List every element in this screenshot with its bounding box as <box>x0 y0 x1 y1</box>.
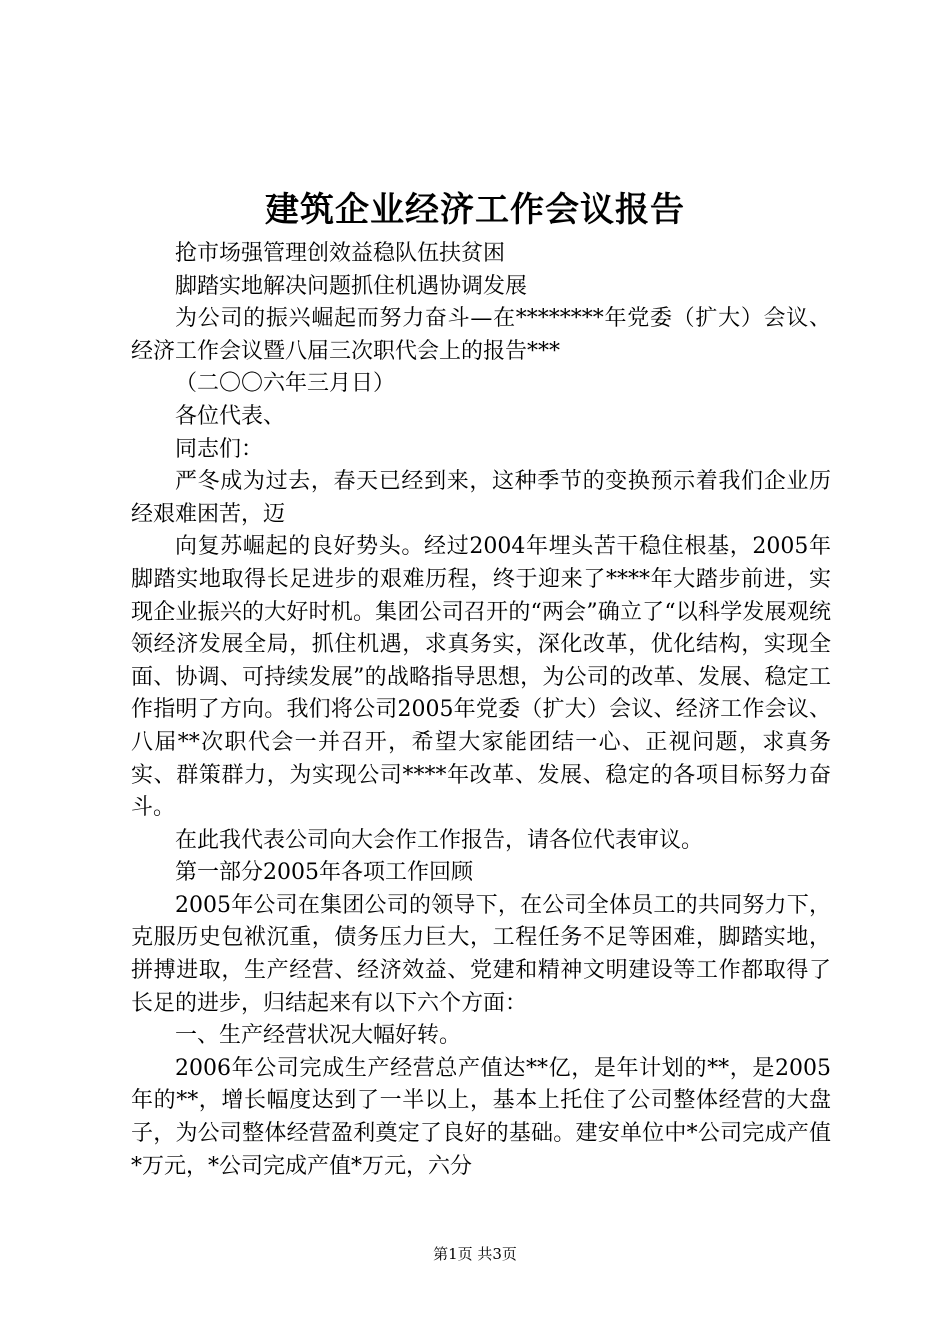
paragraph: 脚踏实地解决问题抓住机遇协调发展 <box>175 273 528 299</box>
paragraph: 为公司的振兴崛起而努力奋斗—在********年党委（扩大）会议、经济工作会议暨八届三次职代会上的报告*** <box>131 306 831 364</box>
paragraph: 第一部分2005年各项工作回顾 <box>175 860 473 886</box>
page-footer: 第1页 共3页 <box>433 1245 517 1263</box>
paragraph: 各位代表、 <box>175 403 286 429</box>
paragraph: 向复苏崛起的良好势头。经过2004年埋头苦干稳住根基，2005年脚踏实地取得长足进步的艰难历程，终于迎来了****年大踏步前进，实现企业振兴的大好时机。集团公司召开的“两会”确立了“以科学发展观统领经济发展全局，抓住机遇，求真务实，深化改革，优化结构，实现全面、协调、可持续发展”的战略指导思想，为公司的改革、发展、稳定工作指明了方向。我们将公司2005年党委（扩大）会议、经济工作会议、八届**次职代会一并召开，希望大家能团结一心、正视问题，求真务实、群策群力，为实现公司****年改革、发展、稳定的各项目标努力奋斗。 <box>131 534 831 821</box>
paragraph: 在此我代表公司向大会作工作报告，请各位代表审议。 <box>175 827 704 853</box>
paragraph: 一、生产经营状况大幅好转。 <box>175 1023 462 1049</box>
paragraph: 严冬成为过去，春天已经到来，这种季节的变换预示着我们企业历经艰难困苦，迈 <box>131 469 831 527</box>
document-body <box>131 238 831 1183</box>
paragraph: （二〇〇六年三月日） <box>175 371 396 397</box>
paragraph: 同志们： <box>175 436 264 462</box>
document-title: 建筑企业经济工作会议报告 <box>265 190 685 230</box>
paragraph: 抢市场强管理创效益稳队伍扶贫困 <box>175 241 506 266</box>
paragraph: 2005年公司在集团公司的领导下，在公司全体员工的共同努力下，克服历史包袱沉重，债务压力巨大，工程任务不足等困难，脚踏实地，拼搏进取，生产经营、经济效益、党建和精神文明建设等工作都取得了长足的进步，归结起来有以下六个方面： <box>131 892 831 1016</box>
paragraph: 2006年公司完成生产经营总产值达**亿，是年计划的**，是2005年的**，增长幅度达到了一半以上，基本上托住了公司整体经营的大盘子，为公司整体经营盈利奠定了良好的基础。建安单位中*公司完成产值*万元，*公司完成产值*万元，六分 <box>131 1055 831 1179</box>
